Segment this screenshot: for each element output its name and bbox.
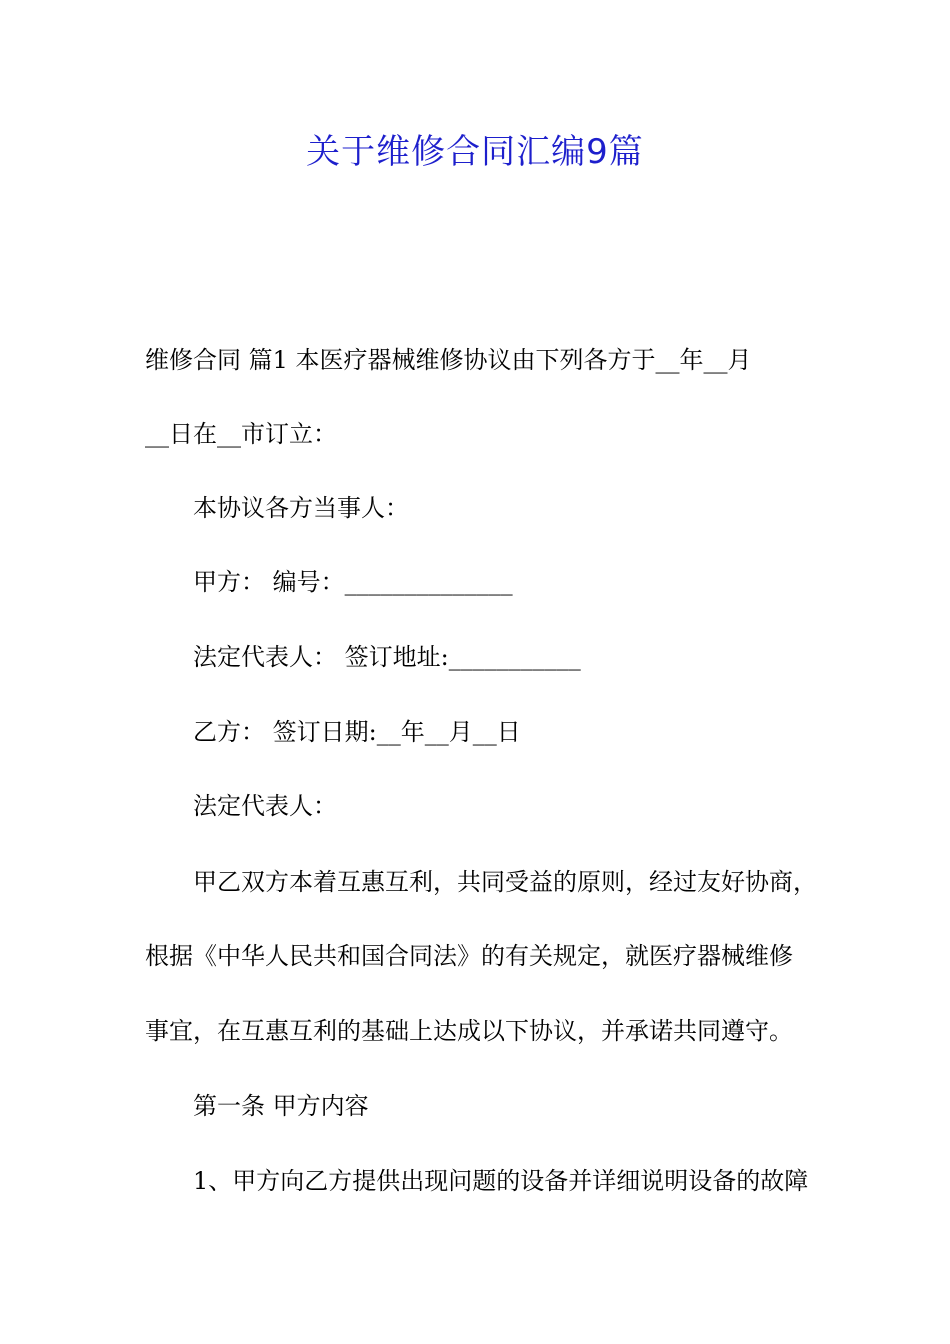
text-line-clause-1: 1、甲方向乙方提供出现问题的设备并详细说明设备的故障	[193, 1167, 809, 1195]
text-line-paragraph-cont: 根据《中华人民共和国合同法》的有关规定，就医疗器械维修	[145, 942, 793, 970]
text-line-paragraph-end: 事宜，在互惠互利的基础上达成以下协议，并承诺共同遵守。	[145, 1017, 793, 1045]
text-line-intro: 维修合同 篇1 本医疗器械维修协议由下列各方于__年__月	[145, 346, 752, 374]
text-line-party-b: 乙方： 签订日期:__年__月__日	[193, 718, 521, 746]
text-line-representative-a: 法定代表人： 签订地址:___________	[193, 643, 581, 671]
text-line-representative-b: 法定代表人：	[193, 792, 337, 820]
text-line-party-a: 甲方： 编号：______________	[193, 568, 513, 596]
section-heading-article-1: 第一条 甲方内容	[193, 1092, 369, 1120]
document-title: 关于维修合同汇编9篇	[306, 132, 644, 172]
text-line-parties: 本协议各方当事人：	[193, 494, 409, 522]
text-line-intro-cont: __日在__市订立：	[145, 420, 337, 448]
text-line-paragraph: 甲乙双方本着互惠互利，共同受益的原则，经过友好协商，	[193, 868, 817, 896]
